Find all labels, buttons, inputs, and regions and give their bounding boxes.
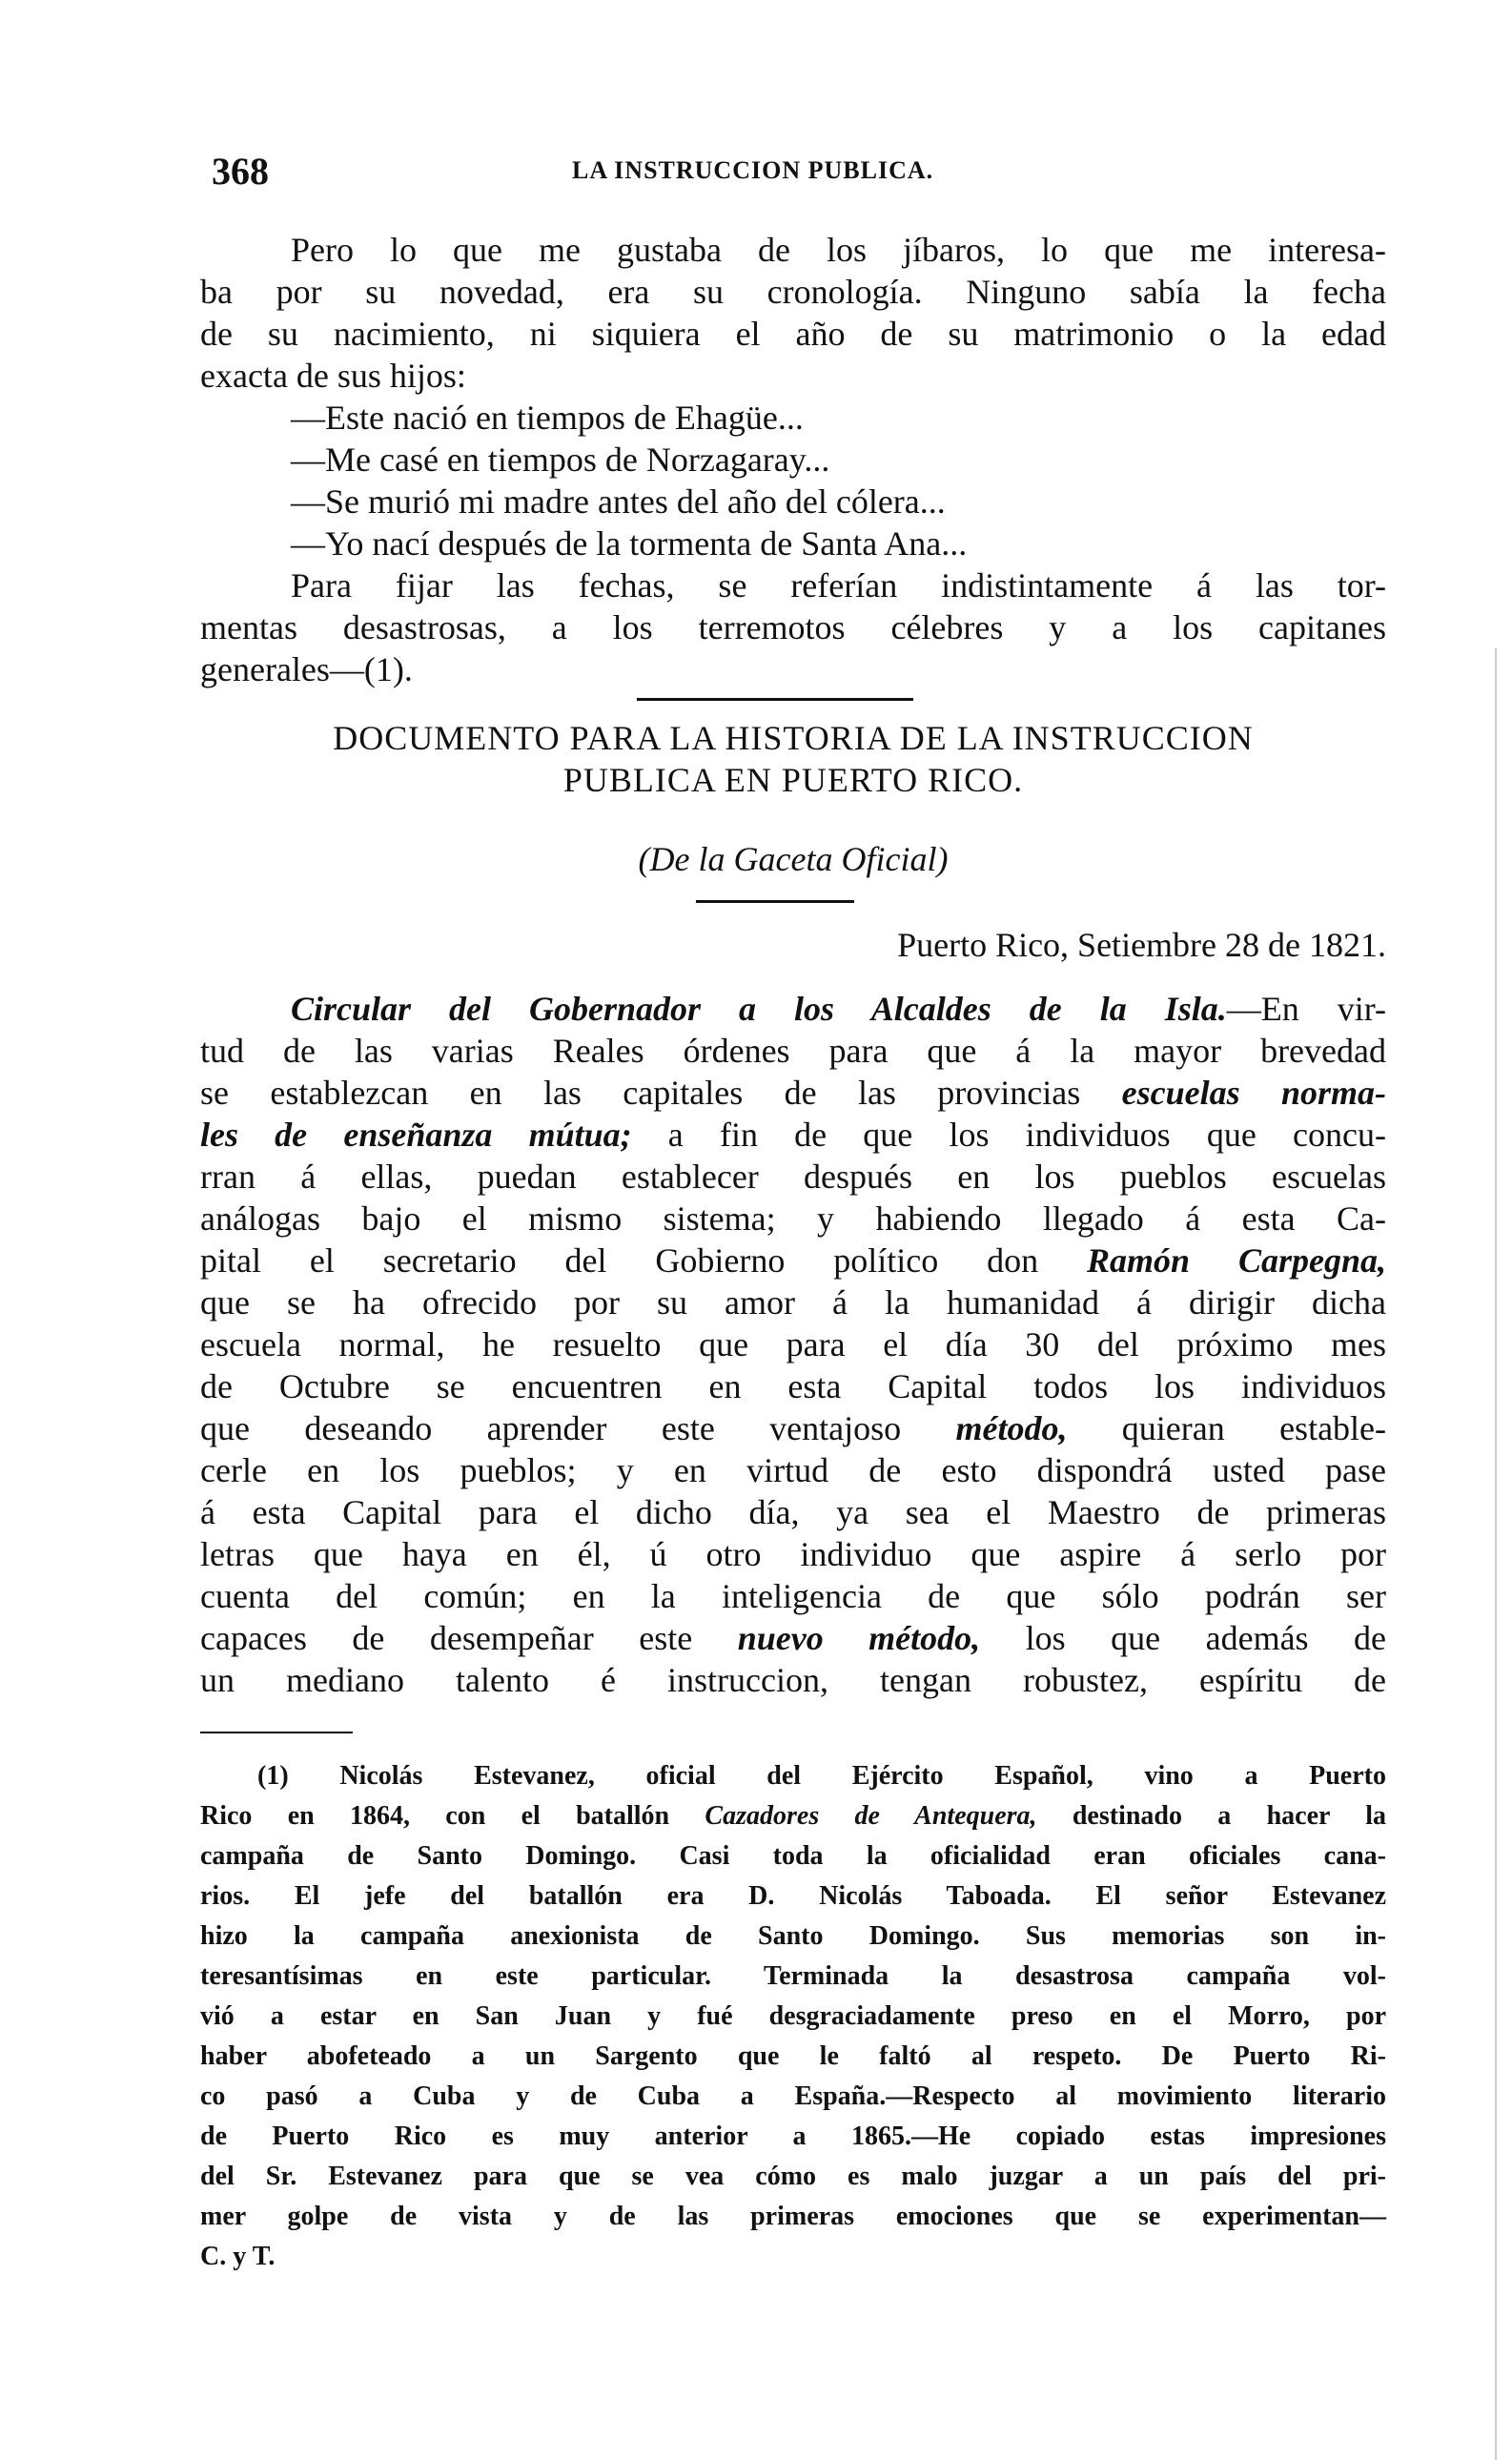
quote-line: —Yo nací después de la tormenta de Santa Ana... (291, 524, 968, 563)
circular-heading: Circular del Gobernador a los Alcaldes de la Isla. (291, 990, 1227, 1028)
footnote-line: campaña de Santo Domingo. Casi toda la oficialidad eran oficiales cana- (200, 1841, 1386, 1871)
body-line: que se ha ofrecido por su amor á la humanidad á dirigir dicha (200, 1283, 1386, 1322)
body-line: capaces de desempeñar este nuevo método, los que además de (200, 1619, 1387, 1657)
body-line: se establezcan en las capitales de las provincias escuelas norma- (200, 1074, 1387, 1112)
body-line: á esta Capital para el dicho día, ya sea el Maestro de primeras (200, 1493, 1386, 1531)
body-line: rran á ellas, puedan establecer después en los pueblos escuelas (200, 1158, 1386, 1196)
intro-line: Pero lo que me gustaba de los jíbaros, lo que me interesa- (291, 231, 1386, 269)
body-line: Circular del Gobernador a los Alcaldes de la Isla.—En vir- (291, 990, 1387, 1028)
body-line: que deseando aprender este ventajoso método, quieran estable- (200, 1409, 1387, 1447)
body-line: de Octubre se encuentren en esta Capital todos los individuos (200, 1367, 1386, 1405)
footnote-line: Rico en 1864, con el batallón Cazadores de Antequera, destinado a hacer la (200, 1801, 1386, 1831)
quote-line: —Me casé en tiempos de Norzagaray... (291, 441, 830, 479)
body-line: cerle en los pueblos; y en virtud de esto dispondrá usted pase (200, 1451, 1386, 1489)
body-line: les de enseñanza mútua; a fin de que los individuos que concu- (200, 1116, 1386, 1154)
intro-line: Para fijar las fechas, se referían indistintamente á las tor- (291, 566, 1386, 605)
body-line: pital el secretario del Gobierno político don Ramón Carpegna, (200, 1241, 1386, 1280)
page-edge-line (1495, 648, 1497, 2460)
footnote-line: de Puerto Rico es muy anterior a 1865.—He copiado estas impresiones (200, 2122, 1386, 2151)
document-title: PUBLICA EN PUERTO RICO. (562, 761, 1024, 799)
footnote-line: co pasó a Cuba y de Cuba a España.—Respecto al movimiento literario (200, 2081, 1386, 2111)
intro-line: de su nacimiento, ni siquiera el año de su matrimonio o la edad (200, 315, 1386, 353)
quote-line: —Se murió mi madre antes del año del cólera... (291, 482, 946, 521)
quote-line: —Este nació en tiempos de Ehagüe... (291, 399, 804, 437)
body-line: escuela normal, he resuelto que para el día 30 del próximo mes (200, 1325, 1386, 1363)
running-title: LA INSTRUCCION PUBLICA. (572, 156, 934, 184)
body-line: tud de las varias Reales órdenes para que á la mayor brevedad (200, 1032, 1386, 1070)
footnote-divider (200, 1732, 353, 1733)
page-number: 368 (212, 150, 269, 193)
intro-line: generales—(1). (200, 650, 413, 688)
intro-line: mentas desastrosas, a los terremotos célebres y a los capitanes (200, 608, 1386, 646)
dateline: Puerto Rico, Setiembre 28 de 1821. (897, 926, 1386, 964)
footnote-signature: C. y T. (200, 2242, 276, 2271)
footnote-line: (1) Nicolás Estevanez, oficial del Ejército Español, vino a Puerto (257, 1761, 1386, 1791)
footnote-line: rios. El jefe del batallón era D. Nicolás Taboada. El señor Estevanez (200, 1881, 1386, 1911)
footnote-line: del Sr. Estevanez para que se vea cómo es malo juzgar a un país del pri- (200, 2162, 1386, 2191)
body-line: un mediano talento é instruccion, tengan robustez, espíritu de (200, 1661, 1386, 1699)
document-source: (De la Gaceta Oficial) (638, 840, 949, 878)
intro-line: ba por su novedad, era su cronología. Ninguno sabía la fecha (200, 273, 1386, 311)
body-line: análogas bajo el mismo sistema; y habiendo llegado á esta Ca- (200, 1199, 1386, 1238)
footnote-line: haber abofeteado a un Sargento que le faltó al respeto. De Puerto Ri- (200, 2041, 1386, 2071)
document-title: DOCUMENTO PARA LA HISTORIA DE LA INSTRUCCION (333, 719, 1254, 757)
footnote-line: mer golpe de vista y de las primeras emociones que se experimentan— (200, 2202, 1386, 2231)
footnote-line: hizo la campaña anexionista de Santo Domingo. Sus memorias son in- (200, 1921, 1386, 1951)
section-divider (637, 698, 913, 701)
body-line: cuenta del común; en la inteligencia de que sólo podrán ser (200, 1577, 1386, 1615)
intro-line: exacta de sus hijos: (200, 357, 466, 395)
body-line: letras que haya en él, ú otro individuo que aspire á serlo por (200, 1535, 1386, 1573)
footnote-line: teresantísimas en este particular. Terminada la desastrosa campaña vol- (200, 1961, 1386, 1991)
source-divider (696, 900, 854, 903)
footnote-line: vió a estar en San Juan y fué desgraciadamente preso en el Morro, por (200, 2001, 1386, 2031)
